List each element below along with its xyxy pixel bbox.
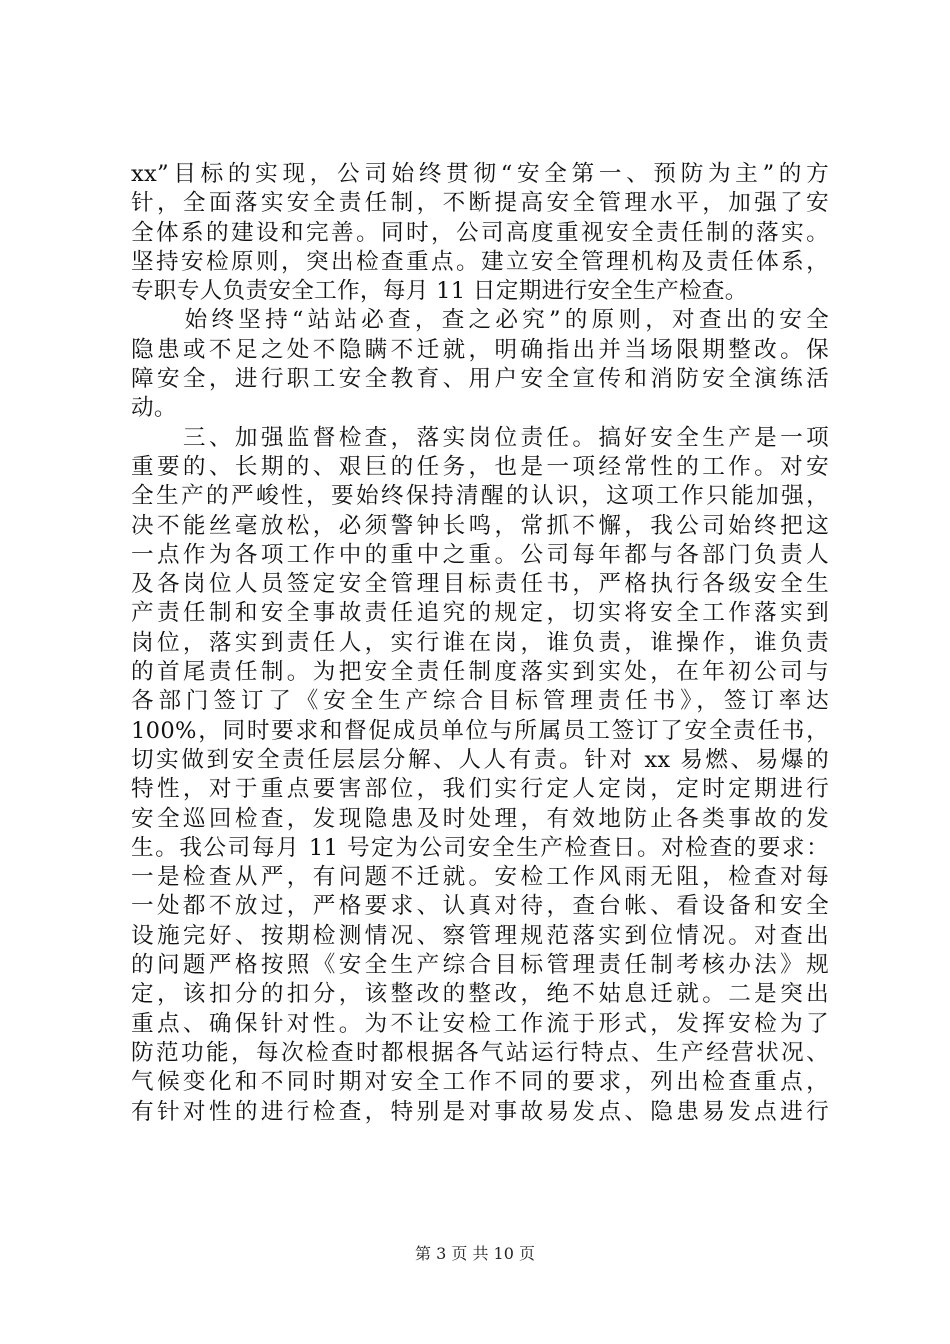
page-footer: 第 3 页 共 10 页 xyxy=(415,1244,535,1263)
text-line: 定，该扣分的扣分，该整改的整改，绝不姑息迁就。二是突出 xyxy=(131,981,829,1008)
text-line: 一点作为各项工作中的重中之重。公司每年都与各部门负责人 xyxy=(131,541,829,568)
text-line: 全生产的严峻性，要始终保持清醒的认识，这项工作只能加强， xyxy=(131,483,829,510)
text-line: 生。我公司每月 11 号定为公司安全生产检查日。对检查的要求： xyxy=(131,834,829,861)
text-line: 及各岗位人员签定安全管理目标责任书，严格执行各级安全生 xyxy=(131,571,829,598)
text-line: 安全巡回检查，发现隐患及时处理，有效地防止各类事故的发 xyxy=(131,805,829,832)
text-line: 的问题严格按照《安全生产综合目标管理责任制考核办法》规 xyxy=(131,952,829,979)
text-line: 始终坚持“站站必查，查之必究”的原则，对查出的安全 xyxy=(131,307,829,334)
text-line: 有针对性的进行检查，特别是对事故易发点、隐患易发点进行 xyxy=(131,1098,829,1125)
text-line: 障安全，进行职工安全教育、用户安全宣传和消防安全演练活 xyxy=(131,366,829,393)
text-line: 决不能丝毫放松，必须警钟长鸣，常抓不懈，我公司始终把这 xyxy=(131,512,829,539)
text-line: 动。 xyxy=(131,395,177,422)
text-line: 特性，对于重点要害部位，我们实行定人定岗，定时定期进行 xyxy=(131,776,829,803)
text-line: 气候变化和不同时期对安全工作不同的要求，列出检查重点， xyxy=(131,1069,829,1096)
text-line: 专职专人负责安全工作，每月 11 日定期进行安全生产检查。 xyxy=(131,278,748,305)
text-line: 产责任制和安全事故责任追究的规定，切实将安全工作落实到 xyxy=(131,600,829,627)
text-line: 设施完好、按期检测情况、察管理规范落实到位情况。对查出 xyxy=(131,922,829,949)
body-text xyxy=(131,160,829,1127)
text-line: 各部门签订了《安全生产综合目标管理责任书》，签订率达 xyxy=(131,688,829,715)
text-line: 坚持安检原则，突出检查重点。建立安全管理机构及责任体系， xyxy=(131,248,829,275)
text-line: 重要的、长期的、艰巨的任务，也是一项经常性的工作。对安 xyxy=(131,453,829,480)
text-line: 一是检查从严，有问题不迁就。安检工作风雨无阻，检查对每 xyxy=(131,864,829,891)
text-line: 重点、确保针对性。为不让安检工作流于形式，发挥安检为了 xyxy=(131,1010,829,1037)
text-line: 三、加强监督检查，落实岗位责任。搞好安全生产是一项 xyxy=(131,424,829,451)
text-line: 100%，同时要求和督促成员单位与所属员工签订了安全责任书， xyxy=(131,717,829,744)
text-line: 切实做到安全责任层层分解、人人有责。针对 xx 易燃、易爆的 xyxy=(131,746,829,773)
text-line: 全体系的建设和完善。同时，公司高度重视安全责任制的落实。 xyxy=(131,219,829,246)
text-line: 针，全面落实安全责任制，不断提高安全管理水平，加强了安 xyxy=(131,190,829,217)
text-line: 一处都不放过，严格要求、认真对待，查台帐、看设备和安全 xyxy=(131,893,829,920)
text-line: xx”目标的实现，公司始终贯彻“安全第一、预防为主”的方 xyxy=(131,161,829,187)
text-line: 岗位，落实到责任人，实行谁在岗，谁负责，谁操作，谁负责 xyxy=(131,629,829,656)
text-line: 防范功能，每次检查时都根据各气站运行特点、生产经营状况、 xyxy=(131,1039,829,1066)
text-line: 的首尾责任制。为把安全责任制度落实到实处，在年初公司与 xyxy=(131,659,829,686)
text-line: 隐患或不足之处不隐瞒不迁就，明确指出并当场限期整改。保 xyxy=(131,336,829,363)
